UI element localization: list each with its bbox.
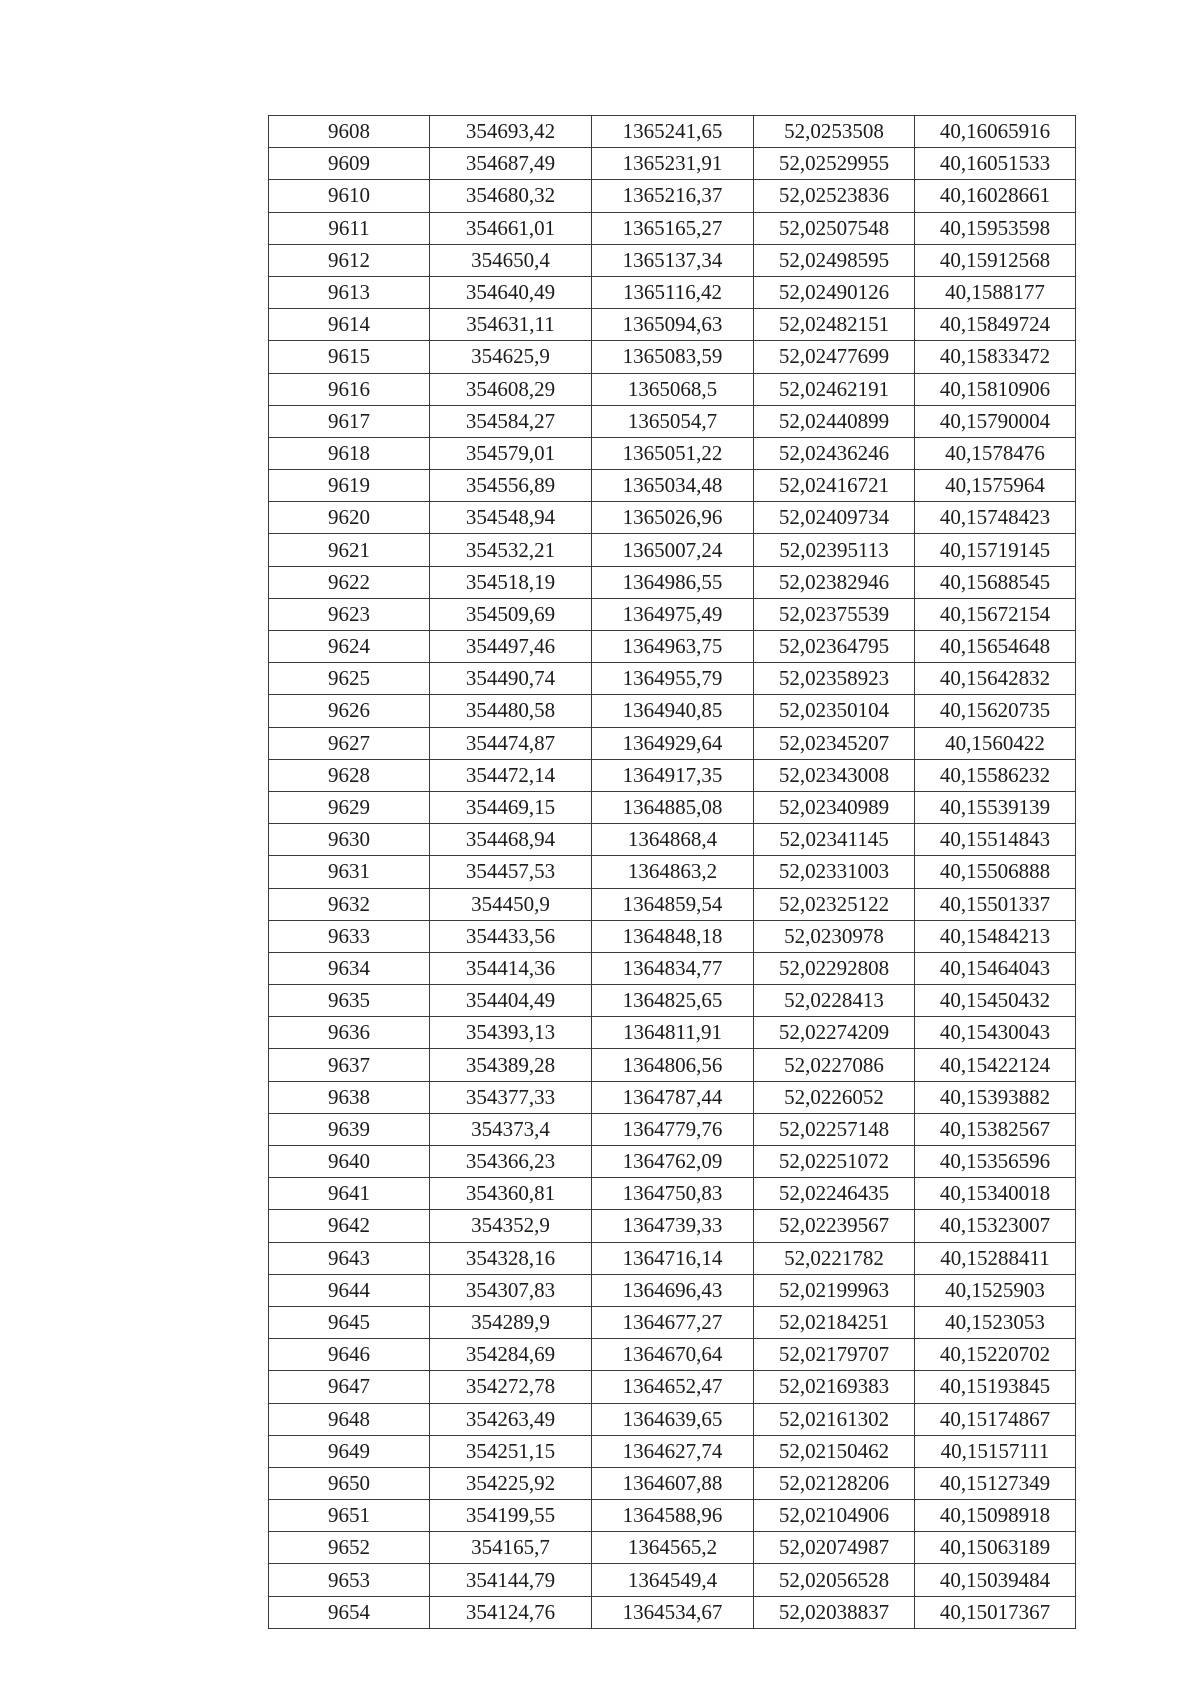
y-coordinate-cell: 1364963,75	[592, 631, 754, 663]
y-coordinate-cell: 1364806,56	[592, 1049, 754, 1081]
y-coordinate-cell: 1364549,4	[592, 1564, 754, 1596]
y-coordinate-cell: 1364779,76	[592, 1113, 754, 1145]
longitude-cell: 40,15450432	[915, 985, 1076, 1017]
latitude-cell: 52,02274209	[754, 1017, 915, 1049]
point-number-cell: 9633	[269, 920, 430, 952]
latitude-cell: 52,02343008	[754, 759, 915, 791]
x-coordinate-cell: 354631,11	[430, 309, 592, 341]
y-coordinate-cell: 1364859,54	[592, 888, 754, 920]
longitude-cell: 40,15719145	[915, 534, 1076, 566]
coordinates-table-body	[269, 116, 1076, 1629]
longitude-cell: 40,15620735	[915, 695, 1076, 727]
latitude-cell: 52,02199963	[754, 1274, 915, 1306]
longitude-cell: 40,15642832	[915, 663, 1076, 695]
y-coordinate-cell: 1365116,42	[592, 276, 754, 308]
y-coordinate-cell: 1364929,64	[592, 727, 754, 759]
point-number-cell: 9646	[269, 1339, 430, 1371]
y-coordinate-cell: 1364739,33	[592, 1210, 754, 1242]
table-row	[269, 502, 1076, 534]
point-number-cell: 9609	[269, 148, 430, 180]
latitude-cell: 52,0227086	[754, 1049, 915, 1081]
longitude-cell: 40,15098918	[915, 1500, 1076, 1532]
x-coordinate-cell: 354490,74	[430, 663, 592, 695]
longitude-cell: 40,15174867	[915, 1403, 1076, 1435]
table-row	[269, 1210, 1076, 1242]
latitude-cell: 52,02239567	[754, 1210, 915, 1242]
point-number-cell: 9630	[269, 824, 430, 856]
table-row	[269, 1049, 1076, 1081]
table-row	[269, 309, 1076, 341]
x-coordinate-cell: 354366,23	[430, 1146, 592, 1178]
point-number-cell: 9654	[269, 1596, 430, 1628]
longitude-cell: 40,15430043	[915, 1017, 1076, 1049]
point-number-cell: 9644	[269, 1274, 430, 1306]
latitude-cell: 52,02128206	[754, 1467, 915, 1499]
y-coordinate-cell: 1365094,63	[592, 309, 754, 341]
x-coordinate-cell: 354263,49	[430, 1403, 592, 1435]
table-row	[269, 566, 1076, 598]
table-row	[269, 631, 1076, 663]
longitude-cell: 40,1523053	[915, 1306, 1076, 1338]
table-row	[269, 1532, 1076, 1564]
point-number-cell: 9614	[269, 309, 430, 341]
longitude-cell: 40,15953598	[915, 212, 1076, 244]
longitude-cell: 40,15017367	[915, 1596, 1076, 1628]
y-coordinate-cell: 1365083,59	[592, 341, 754, 373]
point-number-cell: 9623	[269, 598, 430, 630]
latitude-cell: 52,02340989	[754, 791, 915, 823]
longitude-cell: 40,15912568	[915, 244, 1076, 276]
point-number-cell: 9650	[269, 1467, 430, 1499]
y-coordinate-cell: 1364627,74	[592, 1435, 754, 1467]
y-coordinate-cell: 1364762,09	[592, 1146, 754, 1178]
point-number-cell: 9638	[269, 1081, 430, 1113]
x-coordinate-cell: 354579,01	[430, 437, 592, 469]
table-row	[269, 276, 1076, 308]
longitude-cell: 40,16065916	[915, 116, 1076, 148]
y-coordinate-cell: 1365165,27	[592, 212, 754, 244]
x-coordinate-cell: 354389,28	[430, 1049, 592, 1081]
x-coordinate-cell: 354650,4	[430, 244, 592, 276]
y-coordinate-cell: 1364534,67	[592, 1596, 754, 1628]
longitude-cell: 40,15810906	[915, 373, 1076, 405]
table-row	[269, 1274, 1076, 1306]
latitude-cell: 52,02375539	[754, 598, 915, 630]
longitude-cell: 40,15393882	[915, 1081, 1076, 1113]
latitude-cell: 52,02184251	[754, 1306, 915, 1338]
point-number-cell: 9621	[269, 534, 430, 566]
point-number-cell: 9651	[269, 1500, 430, 1532]
x-coordinate-cell: 354661,01	[430, 212, 592, 244]
x-coordinate-cell: 354284,69	[430, 1339, 592, 1371]
longitude-cell: 40,15220702	[915, 1339, 1076, 1371]
table-row	[269, 1500, 1076, 1532]
y-coordinate-cell: 1365034,48	[592, 470, 754, 502]
latitude-cell: 52,02523836	[754, 180, 915, 212]
latitude-cell: 52,0226052	[754, 1081, 915, 1113]
x-coordinate-cell: 354584,27	[430, 405, 592, 437]
table-row	[269, 180, 1076, 212]
latitude-cell: 52,02325122	[754, 888, 915, 920]
longitude-cell: 40,15654648	[915, 631, 1076, 663]
table-row	[269, 1564, 1076, 1596]
longitude-cell: 40,15288411	[915, 1242, 1076, 1274]
x-coordinate-cell: 354251,15	[430, 1435, 592, 1467]
longitude-cell: 40,15748423	[915, 502, 1076, 534]
point-number-cell: 9648	[269, 1403, 430, 1435]
y-coordinate-cell: 1364811,91	[592, 1017, 754, 1049]
x-coordinate-cell: 354474,87	[430, 727, 592, 759]
point-number-cell: 9649	[269, 1435, 430, 1467]
latitude-cell: 52,02462191	[754, 373, 915, 405]
x-coordinate-cell: 354328,16	[430, 1242, 592, 1274]
longitude-cell: 40,15422124	[915, 1049, 1076, 1081]
y-coordinate-cell: 1365068,5	[592, 373, 754, 405]
longitude-cell: 40,15849724	[915, 309, 1076, 341]
table-row	[269, 920, 1076, 952]
table-row	[269, 212, 1076, 244]
point-number-cell: 9612	[269, 244, 430, 276]
x-coordinate-cell: 354404,49	[430, 985, 592, 1017]
latitude-cell: 52,02382946	[754, 566, 915, 598]
latitude-cell: 52,02440899	[754, 405, 915, 437]
latitude-cell: 52,02529955	[754, 148, 915, 180]
table-row	[269, 341, 1076, 373]
point-number-cell: 9631	[269, 856, 430, 888]
y-coordinate-cell: 1365026,96	[592, 502, 754, 534]
y-coordinate-cell: 1364787,44	[592, 1081, 754, 1113]
x-coordinate-cell: 354307,83	[430, 1274, 592, 1306]
x-coordinate-cell: 354625,9	[430, 341, 592, 373]
y-coordinate-cell: 1364652,47	[592, 1371, 754, 1403]
table-row	[269, 373, 1076, 405]
point-number-cell: 9611	[269, 212, 430, 244]
table-row	[269, 437, 1076, 469]
latitude-cell: 52,02345207	[754, 727, 915, 759]
x-coordinate-cell: 354377,33	[430, 1081, 592, 1113]
y-coordinate-cell: 1364825,65	[592, 985, 754, 1017]
table-row	[269, 856, 1076, 888]
point-number-cell: 9622	[269, 566, 430, 598]
longitude-cell: 40,15157111	[915, 1435, 1076, 1467]
latitude-cell: 52,02292808	[754, 952, 915, 984]
y-coordinate-cell: 1364670,64	[592, 1339, 754, 1371]
x-coordinate-cell: 354433,56	[430, 920, 592, 952]
x-coordinate-cell: 354469,15	[430, 791, 592, 823]
longitude-cell: 40,15356596	[915, 1146, 1076, 1178]
x-coordinate-cell: 354272,78	[430, 1371, 592, 1403]
y-coordinate-cell: 1364885,08	[592, 791, 754, 823]
point-number-cell: 9626	[269, 695, 430, 727]
latitude-cell: 52,02246435	[754, 1178, 915, 1210]
point-number-cell: 9627	[269, 727, 430, 759]
table-row	[269, 1596, 1076, 1628]
latitude-cell: 52,02150462	[754, 1435, 915, 1467]
latitude-cell: 52,02104906	[754, 1500, 915, 1532]
latitude-cell: 52,02169383	[754, 1371, 915, 1403]
point-number-cell: 9628	[269, 759, 430, 791]
table-row	[269, 791, 1076, 823]
longitude-cell: 40,15514843	[915, 824, 1076, 856]
latitude-cell: 52,02056528	[754, 1564, 915, 1596]
table-row	[269, 759, 1076, 791]
y-coordinate-cell: 1364750,83	[592, 1178, 754, 1210]
coordinates-table	[268, 115, 1076, 1629]
y-coordinate-cell: 1365054,7	[592, 405, 754, 437]
y-coordinate-cell: 1364940,85	[592, 695, 754, 727]
table-row	[269, 534, 1076, 566]
x-coordinate-cell: 354548,94	[430, 502, 592, 534]
latitude-cell: 52,02498595	[754, 244, 915, 276]
point-number-cell: 9625	[269, 663, 430, 695]
table-row	[269, 1371, 1076, 1403]
point-number-cell: 9620	[269, 502, 430, 534]
latitude-cell: 52,02416721	[754, 470, 915, 502]
longitude-cell: 40,15672154	[915, 598, 1076, 630]
point-number-cell: 9637	[269, 1049, 430, 1081]
point-number-cell: 9615	[269, 341, 430, 373]
point-number-cell: 9610	[269, 180, 430, 212]
table-row	[269, 148, 1076, 180]
point-number-cell: 9613	[269, 276, 430, 308]
x-coordinate-cell: 354468,94	[430, 824, 592, 856]
latitude-cell: 52,0230978	[754, 920, 915, 952]
latitude-cell: 52,02477699	[754, 341, 915, 373]
table-row	[269, 1435, 1076, 1467]
latitude-cell: 52,0228413	[754, 985, 915, 1017]
latitude-cell: 52,02490126	[754, 276, 915, 308]
x-coordinate-cell: 354640,49	[430, 276, 592, 308]
point-number-cell: 9643	[269, 1242, 430, 1274]
longitude-cell: 40,1578476	[915, 437, 1076, 469]
y-coordinate-cell: 1365241,65	[592, 116, 754, 148]
y-coordinate-cell: 1364986,55	[592, 566, 754, 598]
y-coordinate-cell: 1364848,18	[592, 920, 754, 952]
table-row	[269, 1017, 1076, 1049]
longitude-cell: 40,15464043	[915, 952, 1076, 984]
y-coordinate-cell: 1365231,91	[592, 148, 754, 180]
x-coordinate-cell: 354124,76	[430, 1596, 592, 1628]
longitude-cell: 40,15501337	[915, 888, 1076, 920]
x-coordinate-cell: 354450,9	[430, 888, 592, 920]
y-coordinate-cell: 1364716,14	[592, 1242, 754, 1274]
point-number-cell: 9640	[269, 1146, 430, 1178]
longitude-cell: 40,15340018	[915, 1178, 1076, 1210]
x-coordinate-cell: 354480,58	[430, 695, 592, 727]
point-number-cell: 9618	[269, 437, 430, 469]
longitude-cell: 40,15382567	[915, 1113, 1076, 1145]
longitude-cell: 40,15539139	[915, 791, 1076, 823]
point-number-cell: 9617	[269, 405, 430, 437]
latitude-cell: 52,02038837	[754, 1596, 915, 1628]
x-coordinate-cell: 354144,79	[430, 1564, 592, 1596]
point-number-cell: 9619	[269, 470, 430, 502]
point-number-cell: 9629	[269, 791, 430, 823]
x-coordinate-cell: 354693,42	[430, 116, 592, 148]
point-number-cell: 9645	[269, 1306, 430, 1338]
x-coordinate-cell: 354414,36	[430, 952, 592, 984]
longitude-cell: 40,15833472	[915, 341, 1076, 373]
x-coordinate-cell: 354393,13	[430, 1017, 592, 1049]
table-row	[269, 695, 1076, 727]
latitude-cell: 52,02251072	[754, 1146, 915, 1178]
latitude-cell: 52,02358923	[754, 663, 915, 695]
table-row	[269, 1467, 1076, 1499]
y-coordinate-cell: 1364639,65	[592, 1403, 754, 1435]
point-number-cell: 9642	[269, 1210, 430, 1242]
x-coordinate-cell: 354199,55	[430, 1500, 592, 1532]
longitude-cell: 40,15323007	[915, 1210, 1076, 1242]
latitude-cell: 52,0253508	[754, 116, 915, 148]
y-coordinate-cell: 1364607,88	[592, 1467, 754, 1499]
latitude-cell: 52,0221782	[754, 1242, 915, 1274]
latitude-cell: 52,02436246	[754, 437, 915, 469]
x-coordinate-cell: 354509,69	[430, 598, 592, 630]
x-coordinate-cell: 354532,21	[430, 534, 592, 566]
y-coordinate-cell: 1364677,27	[592, 1306, 754, 1338]
x-coordinate-cell: 354165,7	[430, 1532, 592, 1564]
longitude-cell: 40,15484213	[915, 920, 1076, 952]
x-coordinate-cell: 354225,92	[430, 1467, 592, 1499]
longitude-cell: 40,16051533	[915, 148, 1076, 180]
longitude-cell: 40,15790004	[915, 405, 1076, 437]
y-coordinate-cell: 1364588,96	[592, 1500, 754, 1532]
point-number-cell: 9635	[269, 985, 430, 1017]
y-coordinate-cell: 1364863,2	[592, 856, 754, 888]
longitude-cell: 40,15039484	[915, 1564, 1076, 1596]
latitude-cell: 52,02341145	[754, 824, 915, 856]
point-number-cell: 9624	[269, 631, 430, 663]
x-coordinate-cell: 354680,32	[430, 180, 592, 212]
longitude-cell: 40,16028661	[915, 180, 1076, 212]
latitude-cell: 52,02364795	[754, 631, 915, 663]
point-number-cell: 9652	[269, 1532, 430, 1564]
table-row	[269, 598, 1076, 630]
latitude-cell: 52,02395113	[754, 534, 915, 566]
table-row	[269, 1306, 1076, 1338]
table-row	[269, 985, 1076, 1017]
table-row	[269, 1113, 1076, 1145]
latitude-cell: 52,02074987	[754, 1532, 915, 1564]
x-coordinate-cell: 354556,89	[430, 470, 592, 502]
y-coordinate-cell: 1365137,34	[592, 244, 754, 276]
x-coordinate-cell: 354457,53	[430, 856, 592, 888]
y-coordinate-cell: 1364975,49	[592, 598, 754, 630]
table-row	[269, 1178, 1076, 1210]
latitude-cell: 52,02179707	[754, 1339, 915, 1371]
longitude-cell: 40,15506888	[915, 856, 1076, 888]
latitude-cell: 52,02409734	[754, 502, 915, 534]
y-coordinate-cell: 1364917,35	[592, 759, 754, 791]
table-row	[269, 1403, 1076, 1435]
x-coordinate-cell: 354373,4	[430, 1113, 592, 1145]
y-coordinate-cell: 1365216,37	[592, 180, 754, 212]
y-coordinate-cell: 1364834,77	[592, 952, 754, 984]
latitude-cell: 52,02350104	[754, 695, 915, 727]
x-coordinate-cell: 354608,29	[430, 373, 592, 405]
latitude-cell: 52,02482151	[754, 309, 915, 341]
table-row	[269, 244, 1076, 276]
longitude-cell: 40,15193845	[915, 1371, 1076, 1403]
point-number-cell: 9634	[269, 952, 430, 984]
point-number-cell: 9653	[269, 1564, 430, 1596]
latitude-cell: 52,02161302	[754, 1403, 915, 1435]
latitude-cell: 52,02507548	[754, 212, 915, 244]
x-coordinate-cell: 354289,9	[430, 1306, 592, 1338]
x-coordinate-cell: 354472,14	[430, 759, 592, 791]
point-number-cell: 9647	[269, 1371, 430, 1403]
longitude-cell: 40,15063189	[915, 1532, 1076, 1564]
table-row	[269, 470, 1076, 502]
x-coordinate-cell: 354352,9	[430, 1210, 592, 1242]
table-row	[269, 1146, 1076, 1178]
point-number-cell: 9641	[269, 1178, 430, 1210]
table-row	[269, 888, 1076, 920]
x-coordinate-cell: 354360,81	[430, 1178, 592, 1210]
x-coordinate-cell: 354687,49	[430, 148, 592, 180]
longitude-cell: 40,1525903	[915, 1274, 1076, 1306]
longitude-cell: 40,15586232	[915, 759, 1076, 791]
table-row	[269, 1081, 1076, 1113]
point-number-cell: 9608	[269, 116, 430, 148]
table-row	[269, 116, 1076, 148]
table-row	[269, 405, 1076, 437]
longitude-cell: 40,15688545	[915, 566, 1076, 598]
latitude-cell: 52,02331003	[754, 856, 915, 888]
point-number-cell: 9616	[269, 373, 430, 405]
table-row	[269, 1242, 1076, 1274]
table-row	[269, 952, 1076, 984]
longitude-cell: 40,1560422	[915, 727, 1076, 759]
y-coordinate-cell: 1364868,4	[592, 824, 754, 856]
y-coordinate-cell: 1364565,2	[592, 1532, 754, 1564]
table-row	[269, 1339, 1076, 1371]
point-number-cell: 9632	[269, 888, 430, 920]
y-coordinate-cell: 1364696,43	[592, 1274, 754, 1306]
table-row	[269, 824, 1076, 856]
y-coordinate-cell: 1365051,22	[592, 437, 754, 469]
x-coordinate-cell: 354497,46	[430, 631, 592, 663]
x-coordinate-cell: 354518,19	[430, 566, 592, 598]
point-number-cell: 9636	[269, 1017, 430, 1049]
latitude-cell: 52,02257148	[754, 1113, 915, 1145]
y-coordinate-cell: 1364955,79	[592, 663, 754, 695]
longitude-cell: 40,1575964	[915, 470, 1076, 502]
y-coordinate-cell: 1365007,24	[592, 534, 754, 566]
longitude-cell: 40,15127349	[915, 1467, 1076, 1499]
table-row	[269, 727, 1076, 759]
point-number-cell: 9639	[269, 1113, 430, 1145]
table-row	[269, 663, 1076, 695]
longitude-cell: 40,1588177	[915, 276, 1076, 308]
